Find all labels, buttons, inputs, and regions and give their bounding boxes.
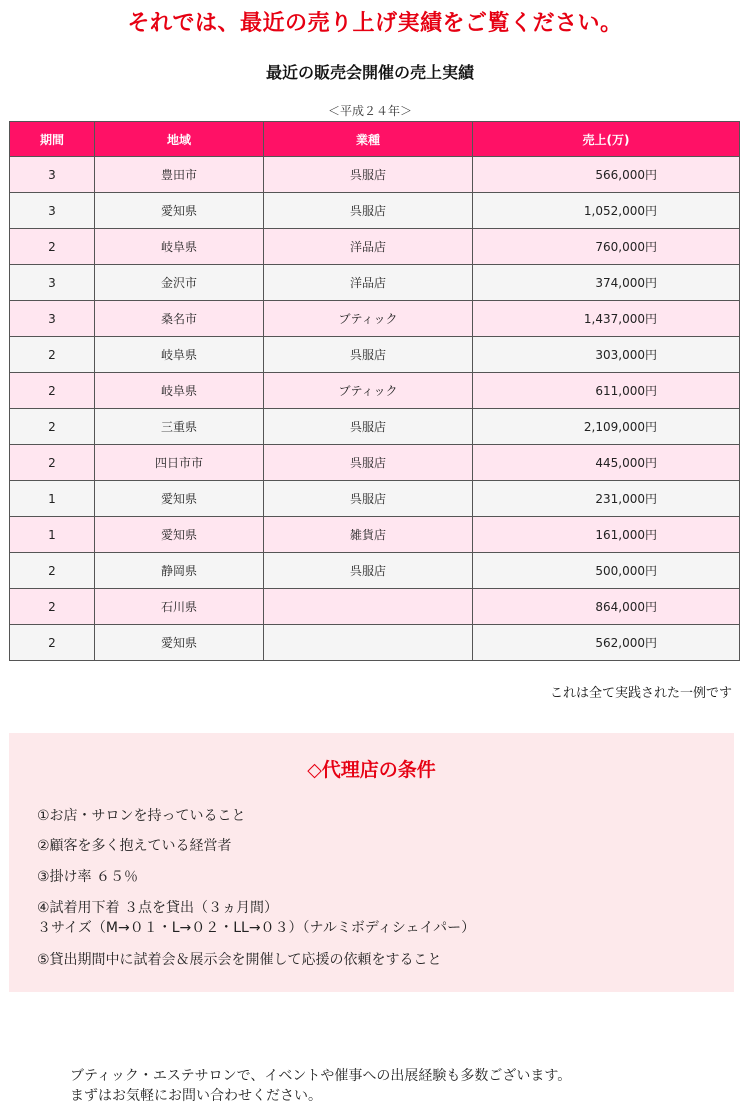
cell-industry: 呉服店 xyxy=(264,409,473,445)
cell-period: 1 xyxy=(10,517,95,553)
table-row xyxy=(10,229,740,265)
cell-industry: 呉服店 xyxy=(264,481,473,517)
cell-industry: 呉服店 xyxy=(264,445,473,481)
cell-region: 豊田市 xyxy=(95,157,264,193)
condition-item: ①お店・サロンを持っていること xyxy=(37,808,246,824)
cell-region: 岐阜県 xyxy=(95,373,264,409)
table-row xyxy=(10,625,740,661)
cell-sales: 864,000円 xyxy=(473,589,740,625)
cell-sales: 2,109,000円 xyxy=(473,409,740,445)
table-row xyxy=(10,589,740,625)
cell-period: 2 xyxy=(10,445,95,481)
table-caption: ＜平成２４年＞ xyxy=(327,104,412,118)
cell-region: 愛知県 xyxy=(95,481,264,517)
cell-period: 2 xyxy=(10,229,95,265)
table-row xyxy=(10,193,740,229)
cell-sales: 500,000円 xyxy=(473,553,740,589)
table-row xyxy=(10,517,740,553)
table-title: 最近の販売会開催の売上実績 xyxy=(265,63,474,82)
cell-period: 2 xyxy=(10,409,95,445)
cell-period: 2 xyxy=(10,589,95,625)
table-row xyxy=(10,301,740,337)
cell-industry: 呉服店 xyxy=(264,193,473,229)
cell-region: 静岡県 xyxy=(95,553,264,589)
cell-sales: 303,000円 xyxy=(473,337,740,373)
cell-industry: 洋品店 xyxy=(264,229,473,265)
footer-text-line2: まずはお気軽にお問い合わせください。 xyxy=(70,1088,322,1104)
cell-period: 3 xyxy=(10,157,95,193)
cell-region: 三重県 xyxy=(95,409,264,445)
table-row xyxy=(10,445,740,481)
sales-table xyxy=(9,121,740,661)
cell-sales: 231,000円 xyxy=(473,481,740,517)
cell-region: 愛知県 xyxy=(95,517,264,553)
cell-region: 愛知県 xyxy=(95,193,264,229)
cell-industry: 呉服店 xyxy=(264,337,473,373)
table-row xyxy=(10,481,740,517)
cell-sales: 1,052,000円 xyxy=(473,193,740,229)
cell-sales: 445,000円 xyxy=(473,445,740,481)
cell-industry xyxy=(264,589,473,625)
cell-period: 3 xyxy=(10,301,95,337)
cell-sales: 760,000円 xyxy=(473,229,740,265)
condition-item: ④試着用下着 ３点を貸出（３ヵ月間） xyxy=(37,900,278,916)
cell-sales: 611,000円 xyxy=(473,373,740,409)
cell-sales: 374,000円 xyxy=(473,265,740,301)
cell-region: 四日市市 xyxy=(95,445,264,481)
cell-industry: ブティック xyxy=(264,373,473,409)
table-row xyxy=(10,373,740,409)
agency-conditions-panel xyxy=(9,733,734,992)
header-industry: 業種 xyxy=(264,122,473,157)
cell-region: 岐阜県 xyxy=(95,337,264,373)
cell-industry: 呉服店 xyxy=(264,553,473,589)
header-sales: 売上(万) xyxy=(473,122,740,157)
table-row xyxy=(10,409,740,445)
footer-text-line1: ブティック・エステサロンで、イベントや催事への出展経験も多数ございます。 xyxy=(70,1068,572,1084)
table-row xyxy=(10,553,740,589)
table-row xyxy=(10,265,740,301)
cell-sales: 1,437,000円 xyxy=(473,301,740,337)
cell-industry xyxy=(264,625,473,661)
cell-period: 2 xyxy=(10,337,95,373)
cell-region: 愛知県 xyxy=(95,625,264,661)
condition-item-sizes: ３サイズ（M→０１・L→０２・LL→０３）（ナルミボディシェイパー） xyxy=(37,920,476,936)
cell-sales: 566,000円 xyxy=(473,157,740,193)
page-headline: それでは、最近の売り上げ実績をご覧ください。 xyxy=(127,11,623,36)
table-header-row xyxy=(10,122,740,157)
cell-industry: 呉服店 xyxy=(264,157,473,193)
conditions-title: ◇代理店の条件 xyxy=(307,759,436,781)
cell-region: 桑名市 xyxy=(95,301,264,337)
table-body xyxy=(10,157,740,661)
cell-sales: 562,000円 xyxy=(473,625,740,661)
condition-item: ③掛け率 ６５％ xyxy=(37,869,139,885)
cell-region: 石川県 xyxy=(95,589,264,625)
cell-period: 2 xyxy=(10,625,95,661)
condition-item: ②顧客を多く抱えている経営者 xyxy=(37,838,232,854)
cell-period: 2 xyxy=(10,373,95,409)
table-row xyxy=(10,157,740,193)
header-period: 期間 xyxy=(10,122,95,157)
cell-period: 2 xyxy=(10,553,95,589)
cell-period: 3 xyxy=(10,265,95,301)
cell-industry: 洋品店 xyxy=(264,265,473,301)
header-region: 地域 xyxy=(95,122,264,157)
cell-region: 岐阜県 xyxy=(95,229,264,265)
condition-item: ⑤貸出期間中に試着会＆展示会を開催して応援の依頼をすること xyxy=(37,952,442,968)
table-row xyxy=(10,337,740,373)
table-note: これは全て実践された一例です xyxy=(549,686,732,701)
cell-industry: ブティック xyxy=(264,301,473,337)
cell-industry: 雑貨店 xyxy=(264,517,473,553)
cell-period: 3 xyxy=(10,193,95,229)
cell-region: 金沢市 xyxy=(95,265,264,301)
cell-period: 1 xyxy=(10,481,95,517)
cell-sales: 161,000円 xyxy=(473,517,740,553)
